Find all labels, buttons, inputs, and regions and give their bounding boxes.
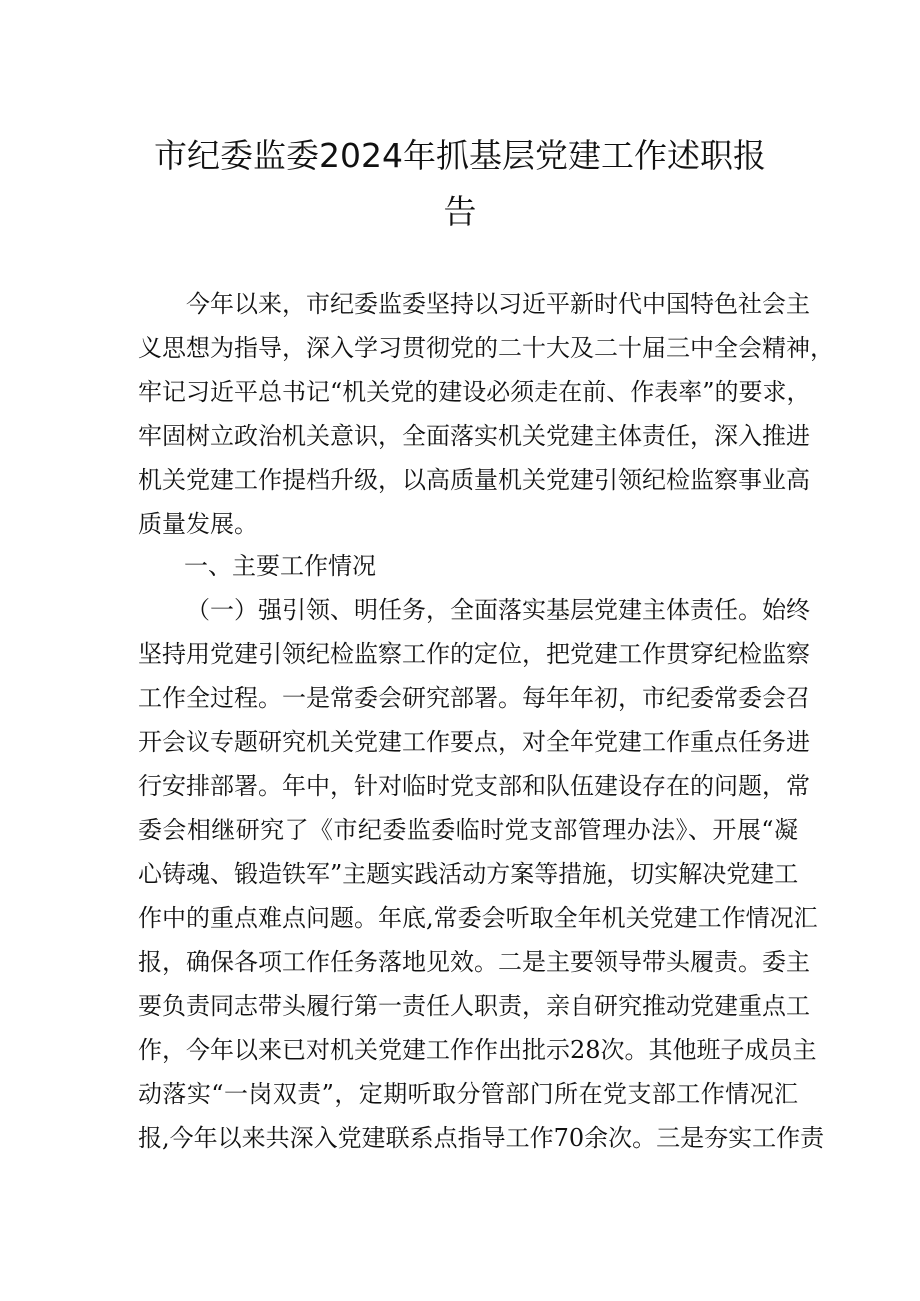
body-line: （一）强引领、明任务，全面落实基层党建主体责任。始终 (186, 596, 810, 624)
intro-line: 牢记习近平总书记“机关党的建设必须走在前、作表率”的要求， (138, 378, 811, 406)
body-line: 报,今年以来共深入党建联系点指导工作70余次。三是夯实工作责 (138, 1124, 825, 1152)
intro-line: 义思想为指导，深入学习贯彻党的二十大及二十届三中全会精神， (138, 334, 834, 362)
document-title-line-2: 告 (443, 192, 477, 231)
body-line: 行安排部署。年中，针对临时党支部和队伍建设存在的问题，常 (138, 772, 810, 800)
body-line: 心铸魂、锻造铁军”主题实践活动方案等措施，切实解决党建工 (138, 860, 799, 888)
intro-line: 牢固树立政治机关意识，全面落实机关党建主体责任，深入推进 (138, 422, 810, 450)
body-line: 开会议专题研究机关党建工作要点，对全年党建工作重点任务进 (138, 728, 810, 756)
body-line: 要负责同志带头履行第一责任人职责，亲自研究推动党建重点工 (138, 992, 810, 1020)
body-line: 报，确保各项工作任务落地见效。二是主要领导带头履责。委主 (138, 948, 810, 976)
body-line: 坚持用党建引领纪检监察工作的定位，把党建工作贯穿纪检监察 (138, 640, 810, 668)
body-line: 动落实“一岗双责”，定期听取分管部门所在党支部工作情况汇 (138, 1080, 798, 1108)
body-line: 委会相继研究了《市纪委监委临时党支部管理办法》、开展“凝 (138, 816, 798, 844)
section-heading: 一、主要工作情况 (184, 552, 376, 580)
intro-line: 机关党建工作提档升级，以高质量机关党建引领纪检监察事业高 (138, 466, 810, 494)
body-line: 工作全过程。一是常委会研究部署。每年年初，市纪委常委会召 (138, 684, 810, 712)
intro-line: 质量发展。 (138, 510, 258, 538)
body-line: 作中的重点难点问题。年底,常委会听取全年机关党建工作情况汇 (138, 904, 818, 932)
body-line: 作，今年以来已对机关党建工作作出批示28次。其他班子成员主 (138, 1036, 817, 1064)
document-title-line-1: 市纪委监委2024年抓基层党建工作述职报 (154, 136, 766, 175)
intro-line: 今年以来，市纪委监委坚持以习近平新时代中国特色社会主 (186, 290, 810, 318)
